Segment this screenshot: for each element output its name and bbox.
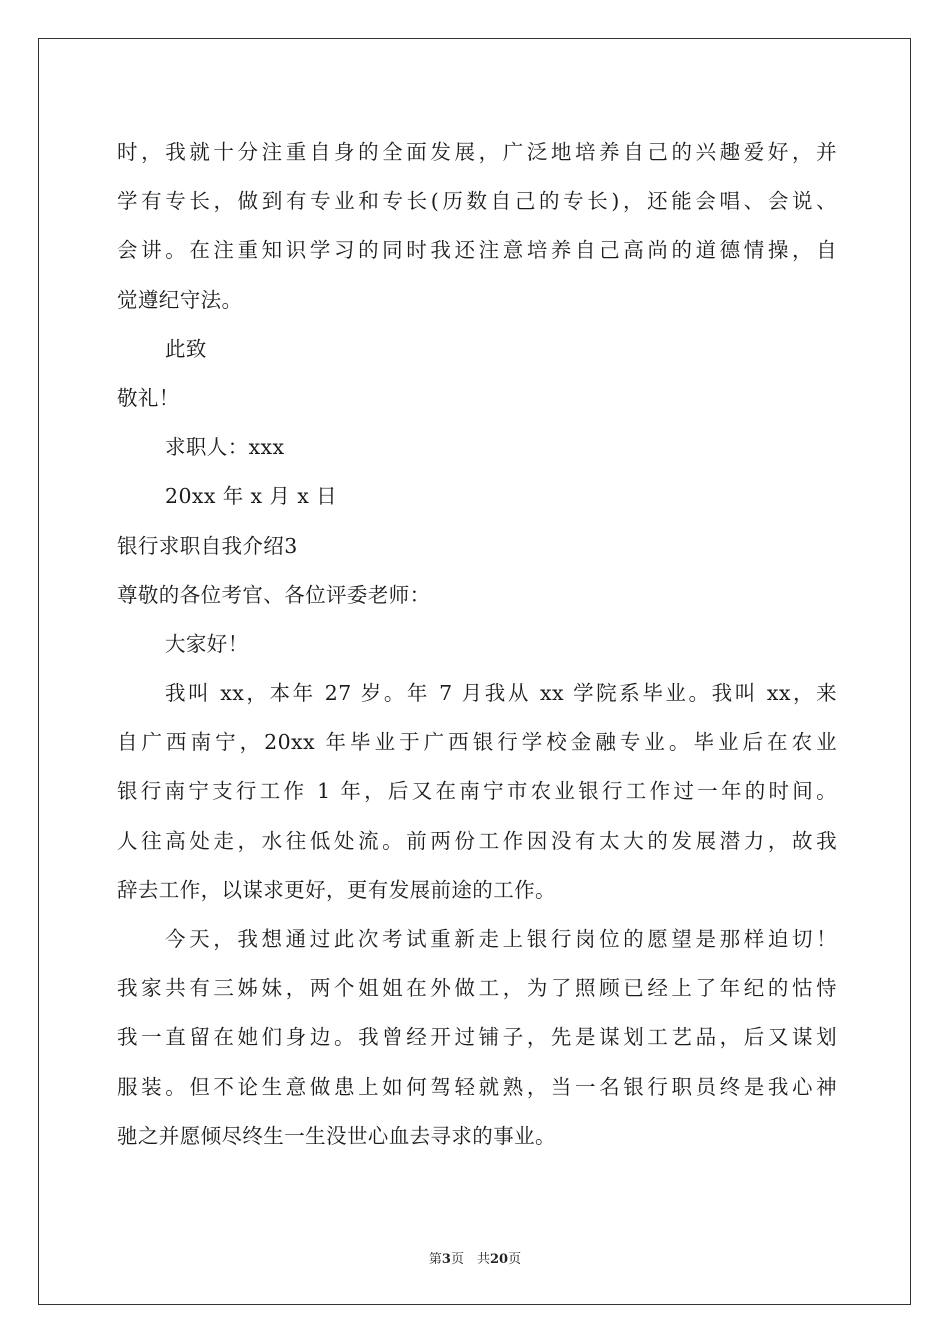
- closing-phrase: 此致: [165, 336, 207, 361]
- paragraph-line: 服装。但不论生意做患上如何驾轻就熟，当一名银行职员终是我心神: [117, 1074, 837, 1099]
- paragraph-line: 人往高处走，水往低处流。前两份工作因没有太大的发展潜力，故我: [117, 828, 837, 853]
- paragraph-line: 我家共有三姊妹，两个姐姐在外做工，为了照顾已经上了年纪的怙恃: [117, 976, 837, 1001]
- page-middle-text: 页 共: [450, 1252, 490, 1267]
- paragraph-line: 辞去工作，以谋求更好，更有发展前途的工作。: [117, 877, 556, 902]
- page-prefix: 第: [428, 1252, 442, 1267]
- paragraph-line: 时，我就十分注重自身的全面发展，广泛地培养自己的兴趣爱好，并: [117, 140, 837, 164]
- total-pages-number: 20: [489, 1252, 509, 1267]
- paragraph-line: 觉遵纪守法。: [117, 287, 243, 312]
- current-page-number: 3: [441, 1252, 451, 1267]
- paragraph-line: 银行南宁支行工作 1 年，后又在南宁市农业银行工作过一年的时间。: [117, 779, 837, 804]
- paragraph-line: 学有专长，做到有专业和专长(历数自己的专长)，还能会唱、会说、: [117, 189, 837, 214]
- applicant-signature: 求职人：xxx: [165, 435, 285, 460]
- salutation: 敬礼！: [117, 385, 180, 410]
- page-suffix: 页: [508, 1252, 522, 1267]
- letter-date: 20xx 年 x 月 x 日: [165, 484, 338, 509]
- paragraph-line: 我叫 xx，本年 27 岁。年 7 月我从 xx 学院系毕业。我叫 xx，来: [165, 681, 837, 706]
- document-body: [117, 128, 837, 1161]
- paragraph-line: 自广西南宁，20xx 年毕业于广西银行学校金融专业。毕业后在农业: [117, 730, 837, 755]
- paragraph-line: 今天，我想通过此次考试重新走上银行岗位的愿望是那样迫切！: [165, 927, 837, 951]
- paragraph-line: 会讲。在注重知识学习的同时我还注意培养自己高尚的道德情操，自: [117, 238, 837, 263]
- greeting-hello: 大家好！: [165, 631, 249, 656]
- paragraph-line: 驰之并愿倾尽终生一生没世心血去寻求的事业。: [117, 1123, 556, 1148]
- greeting-line: 尊敬的各位考官、各位评委老师：: [117, 582, 431, 607]
- page-footer: [0, 1248, 950, 1267]
- section-title: 银行求职自我介绍3: [117, 533, 298, 558]
- paragraph-line: 我一直留在她们身边。我曾经开过铺子，先是谋划工艺品，后又谋划: [117, 1025, 837, 1050]
